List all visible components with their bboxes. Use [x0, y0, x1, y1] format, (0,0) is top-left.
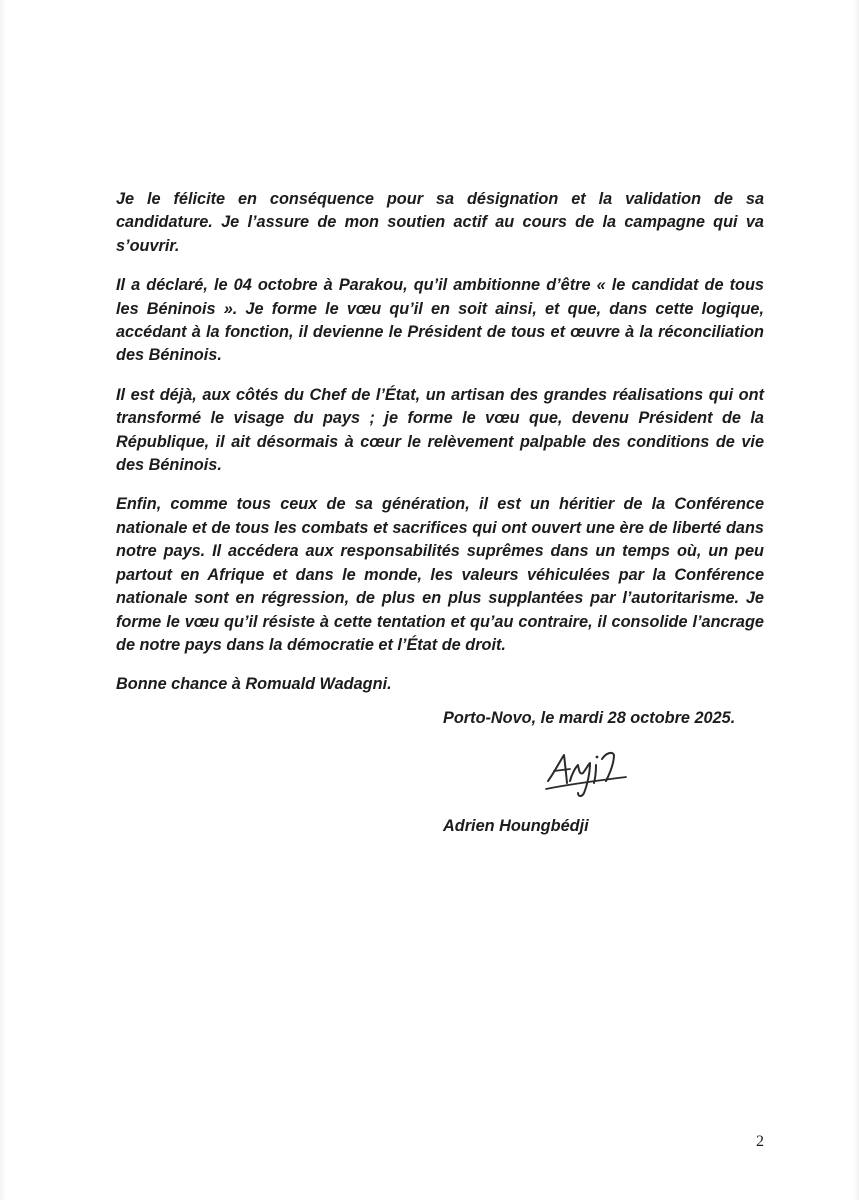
- paragraph-congratulations: Je le félicite en conséquence pour sa désignation et la validation de sa candidature. Je l’assure de mon soutien actif au cours de la campagne qui va s’ouvrir.: [116, 190, 764, 255]
- letter-body: [116, 188, 764, 713]
- signer-name: Adrien Houngbédji: [443, 817, 589, 835]
- paragraph-candidate-declaration: Il a déclaré, le 04 octobre à Parakou, qu’il ambitionne d’être « le candidat de tous les Béninois ». Je forme le vœu qu’il en soit ainsi, et que, dans cette logique, accédant à la fonction, il devienne le Président de tous et œuvre à la réconciliation des Béninois.: [116, 276, 764, 365]
- paragraph-achievements: Il est déjà, aux côtés du Chef de l’État, un artisan des grandes réalisations qui ont transformé le visage du pays ; je forme le vœu que, devenu Président de la République, il ait désormais à cœur le relèvement palpable des conditions de vie des Béninois.: [116, 385, 764, 475]
- place-date: Porto-Novo, le mardi 28 octobre 2025.: [443, 709, 736, 727]
- paragraph-democracy: Enfin, comme tous ceux de sa génération, il est un héritier de la Conférence nationale et de tous les combats et sacrifices qui ont ouvert une ère de liberté dans notre pays. Il accédera aux responsabilités suprêmes dans un temps où, un peu partout en Afrique et dans le monde, les valeurs véhiculées par la Conférence nationale sont en régression, de plus en plus supplantées par l’autoritarisme. Je forme le vœu qu’il résiste à cette tentation et qu’au contraire, il consolide l’ancrage de notre pays dans la démocratie et l’État de droit.: [116, 495, 764, 654]
- page-number: 2: [756, 1133, 764, 1150]
- handwritten-signature-icon: [540, 743, 630, 803]
- letter-closing: [443, 707, 803, 835]
- paragraph-good-luck: Bonne chance à Romuald Wadagni.: [116, 675, 392, 694]
